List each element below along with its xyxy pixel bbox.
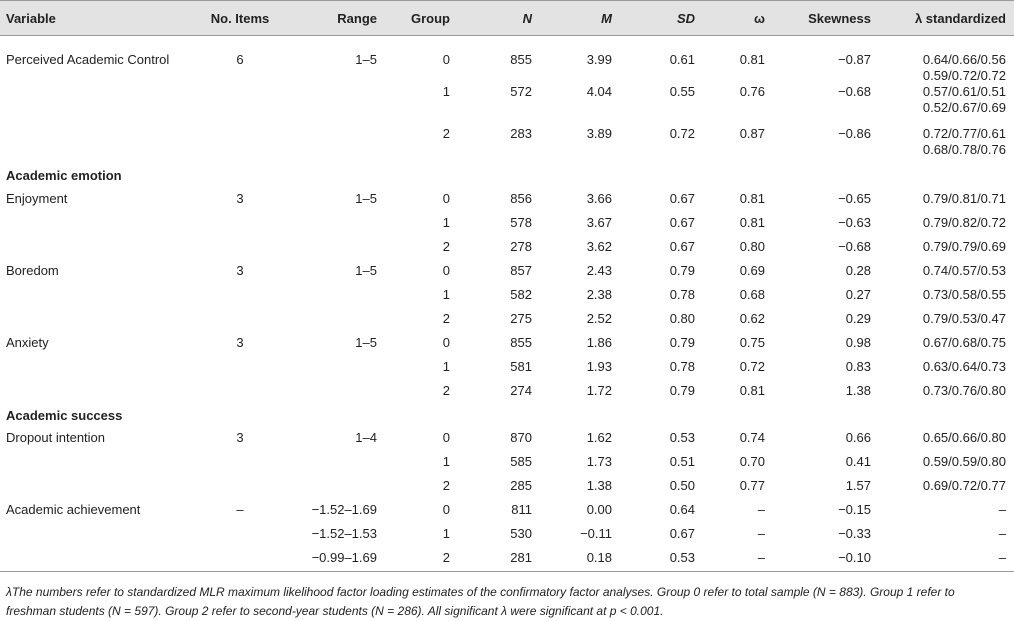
col-header-n: N <box>458 1 540 36</box>
cell-m: 3.89 <box>586 126 612 141</box>
cell-n: 855 <box>510 52 532 67</box>
table-row <box>0 380 1014 404</box>
cell-m: 1.73 <box>586 454 612 469</box>
lambda-line-2: 0.52/0.67/0.69 <box>922 100 1006 115</box>
cell-variable <box>0 126 195 164</box>
cell-lambda: 0.79/0.53/0.47 <box>922 311 1006 326</box>
cell-omega: – <box>757 502 765 517</box>
cell-omega: 0.62 <box>739 311 765 326</box>
col-header-variable: Variable <box>0 1 195 36</box>
table-footnote: λThe numbers refer to standardized MLR maximum likelihood factor loading estimates of the confirmatory factor analyses. Group 0 refer to total sample (N = 883). Group 1 refer to freshman students (N = 597). Group 2 refer to second-year students (N = 286). All significant λ were significant at p < 0.001. <box>6 585 955 618</box>
cell-no-items <box>195 308 285 332</box>
lambda-line-1: 0.64/0.66/0.56 <box>922 52 1006 67</box>
cell-no-items <box>195 475 285 499</box>
cell-skewness: −0.86 <box>838 126 871 141</box>
cell-no-items: – <box>236 502 244 517</box>
cell-m: 1.72 <box>586 383 612 398</box>
cell-variable <box>0 356 195 380</box>
cell-group: 0 <box>442 52 450 67</box>
cell-range: 1–5 <box>355 263 377 278</box>
cell-n: 582 <box>510 287 532 302</box>
cell-lambda: – <box>998 502 1006 517</box>
cell-sd: 0.67 <box>669 191 695 206</box>
cell-skewness: 0.66 <box>845 430 871 445</box>
cell-skewness: −0.10 <box>773 547 879 571</box>
cell-range <box>285 451 385 475</box>
cell-no-items: 3 <box>236 335 244 350</box>
cell-group: 1 <box>442 454 450 469</box>
cell-sd: 0.78 <box>669 287 695 302</box>
cell-skewness: 0.27 <box>845 287 871 302</box>
table-row <box>0 36 1014 85</box>
cell-group: 1 <box>442 215 450 230</box>
cell-m: 3.99 <box>586 52 612 67</box>
col-header-group: Group <box>385 1 458 36</box>
cell-sd: 0.51 <box>669 454 695 469</box>
cell-variable <box>0 236 195 260</box>
cell-no-items <box>195 212 285 236</box>
cell-variable <box>0 523 195 547</box>
col-header-skewness: Skewness <box>773 1 879 36</box>
col-header-lambda: λ standardized <box>879 1 1014 36</box>
header-row <box>0 1 1014 36</box>
cell-skewness: −0.87 <box>838 52 871 67</box>
cell-range: −1.52–1.53 <box>311 526 377 541</box>
table-row <box>0 499 1014 523</box>
cell-sd: 0.67 <box>669 526 695 541</box>
cell-skewness: −0.68 <box>838 239 871 254</box>
cell-sd: 0.78 <box>669 359 695 374</box>
cell-variable <box>0 308 195 332</box>
cell-sd: 0.79 <box>669 383 695 398</box>
section-title: Academic emotion <box>6 168 122 183</box>
cell-sd: 0.72 <box>669 126 695 141</box>
cell-variable <box>0 547 195 571</box>
cell-skewness: 0.28 <box>845 263 871 278</box>
cell-m: 1.38 <box>586 478 612 493</box>
cell-omega: 0.81 <box>739 52 765 67</box>
cell-n: 585 <box>510 454 532 469</box>
cell-skewness: 0.98 <box>845 335 871 350</box>
cell-m: 3.67 <box>586 215 612 230</box>
table-row <box>0 547 1014 571</box>
cell-variable <box>0 380 195 404</box>
cell-n: 811 <box>511 502 532 517</box>
cell-lambda: – <box>998 526 1006 541</box>
cell-variable: Boredom <box>6 263 59 278</box>
cell-no-items <box>195 236 285 260</box>
cell-range <box>285 84 385 126</box>
cell-skewness: 1.38 <box>845 383 871 398</box>
cell-omega: 0.72 <box>739 359 765 374</box>
cell-range <box>285 236 385 260</box>
cell-range <box>285 284 385 308</box>
cell-omega: 0.74 <box>739 430 765 445</box>
cell-lambda: 0.79/0.81/0.71 <box>922 191 1006 206</box>
cell-group: 0 <box>442 191 450 206</box>
cell-no-items <box>195 523 285 547</box>
section-row <box>0 164 1014 188</box>
cell-variable: Perceived Academic Control <box>6 52 170 67</box>
cell-lambda: 0.65/0.66/0.80 <box>922 430 1006 445</box>
cell-omega: – <box>703 547 773 571</box>
cell-lambda <box>879 126 1014 164</box>
cell-sd: 0.64 <box>669 502 695 517</box>
cell-no-items: 3 <box>236 263 244 278</box>
cell-m: 0.00 <box>586 502 612 517</box>
section-title: Academic success <box>6 408 123 423</box>
cell-range <box>285 380 385 404</box>
cell-variable <box>0 284 195 308</box>
cell-lambda: 0.79/0.82/0.72 <box>922 215 1006 230</box>
lambda-line-2: 0.59/0.72/0.72 <box>922 68 1006 83</box>
cell-variable: Academic achievement <box>6 502 141 517</box>
cell-group: 1 <box>442 84 450 99</box>
cell-no-items: 3 <box>236 191 244 206</box>
cell-no-items <box>195 547 285 571</box>
cell-n: 870 <box>510 430 532 445</box>
col-header-range: Range <box>285 1 385 36</box>
cell-no-items <box>195 126 285 164</box>
cell-lambda: 0.67/0.68/0.75 <box>922 335 1006 350</box>
cell-skewness: 0.41 <box>845 454 871 469</box>
cell-lambda: 0.59/0.59/0.80 <box>922 454 1006 469</box>
cell-sd: 0.79 <box>669 263 695 278</box>
cell-range: −1.52–1.69 <box>311 502 377 517</box>
table-row <box>0 260 1014 284</box>
cell-group: 0 <box>442 502 450 517</box>
cell-variable <box>0 212 195 236</box>
cell-variable <box>0 475 195 499</box>
cell-group: 0 <box>442 335 450 350</box>
cell-omega: 0.80 <box>739 239 765 254</box>
cell-lambda <box>879 36 1014 85</box>
cell-variable: Enjoyment <box>6 191 68 206</box>
cell-skewness: 0.29 <box>845 311 871 326</box>
col-header-m: M <box>540 1 620 36</box>
cell-group: 0 <box>442 263 450 278</box>
cell-range: 1–5 <box>355 335 377 350</box>
table-row <box>0 308 1014 332</box>
cell-skewness: −0.15 <box>838 502 871 517</box>
cell-n: 275 <box>510 311 532 326</box>
cell-variable <box>0 84 195 126</box>
cell-omega: 0.70 <box>739 454 765 469</box>
table-row <box>0 475 1014 499</box>
cell-m: −0.11 <box>580 526 612 541</box>
cell-no-items: 3 <box>236 430 244 445</box>
cell-range: 1–4 <box>355 430 377 445</box>
cell-m: 3.66 <box>586 191 612 206</box>
cell-m: 3.62 <box>586 239 612 254</box>
cell-no-items <box>195 84 285 126</box>
cell-range <box>285 308 385 332</box>
cell-omega: 0.81 <box>739 215 765 230</box>
cell-no-items <box>195 380 285 404</box>
cell-skewness: 1.57 <box>845 478 871 493</box>
table-row <box>0 84 1014 126</box>
cell-m: 1.86 <box>586 335 612 350</box>
table-row <box>0 212 1014 236</box>
cell-m: 2.52 <box>586 311 612 326</box>
cell-sd: 0.67 <box>669 239 695 254</box>
cell-sd: 0.55 <box>669 84 695 99</box>
cell-omega: 0.68 <box>739 287 765 302</box>
lambda-line-1: 0.72/0.77/0.61 <box>922 126 1006 141</box>
cell-n: 530 <box>510 526 532 541</box>
table-row <box>0 451 1014 475</box>
cell-omega: 0.76 <box>739 84 765 99</box>
cell-lambda: 0.73/0.76/0.80 <box>922 383 1006 398</box>
cell-omega: – <box>757 526 765 541</box>
cell-no-items <box>195 356 285 380</box>
col-header-no-items: No. Items <box>195 1 285 36</box>
cell-m: 2.38 <box>586 287 612 302</box>
cell-range <box>285 475 385 499</box>
cell-m: 1.62 <box>586 430 612 445</box>
cell-group: 0 <box>442 430 450 445</box>
cell-n: 856 <box>510 191 532 206</box>
col-header-omega: ω <box>703 1 773 36</box>
cell-sd: 0.53 <box>669 430 695 445</box>
cell-n: 572 <box>510 84 532 99</box>
cell-variable: Dropout intention <box>6 430 106 445</box>
cell-no-items: 6 <box>236 52 244 67</box>
cell-n: 283 <box>510 126 532 141</box>
cell-omega: 0.75 <box>739 335 765 350</box>
section-row <box>0 404 1014 427</box>
cell-group: 2 <box>442 383 450 398</box>
col-header-sd: SD <box>620 1 703 36</box>
cell-sd: 0.67 <box>669 215 695 230</box>
cell-m: 2.43 <box>586 263 612 278</box>
cell-skewness: −0.63 <box>838 215 871 230</box>
cell-sd: 0.50 <box>669 478 695 493</box>
table-row <box>0 427 1014 451</box>
cell-range <box>285 126 385 164</box>
cell-variable <box>0 451 195 475</box>
cell-m: 4.04 <box>586 84 612 99</box>
cell-no-items <box>195 284 285 308</box>
cell-omega: 0.69 <box>739 263 765 278</box>
cell-lambda: 0.74/0.57/0.53 <box>922 263 1006 278</box>
cell-n: 581 <box>510 359 532 374</box>
cell-n: 274 <box>510 383 532 398</box>
cell-skewness: −0.68 <box>838 84 871 99</box>
cell-m: 0.18 <box>540 547 620 571</box>
cell-sd: 0.53 <box>620 547 703 571</box>
cell-lambda <box>879 84 1014 126</box>
cell-omega: 0.77 <box>739 478 765 493</box>
cell-lambda: 0.73/0.58/0.55 <box>922 287 1006 302</box>
cell-sd: 0.79 <box>669 335 695 350</box>
cell-n: 285 <box>510 478 532 493</box>
cell-no-items <box>195 451 285 475</box>
cell-group: 1 <box>442 359 450 374</box>
cell-omega: 0.81 <box>739 383 765 398</box>
cell-lambda: 0.63/0.64/0.73 <box>922 359 1006 374</box>
lambda-line-2: 0.68/0.78/0.76 <box>922 142 1006 157</box>
cell-group: 2 <box>442 126 450 141</box>
cell-n: 857 <box>510 263 532 278</box>
table-row <box>0 356 1014 380</box>
cell-group: 2 <box>385 547 458 571</box>
cell-group: 2 <box>442 478 450 493</box>
cell-sd: 0.61 <box>669 52 695 67</box>
table-row <box>0 523 1014 547</box>
cell-group: 2 <box>442 239 450 254</box>
cell-n: 278 <box>510 239 532 254</box>
cell-n: 281 <box>458 547 540 571</box>
cell-omega: 0.87 <box>739 126 765 141</box>
cell-skewness: 0.83 <box>845 359 871 374</box>
cell-group: 2 <box>442 311 450 326</box>
cell-lambda: 0.79/0.79/0.69 <box>922 239 1006 254</box>
cell-skewness: −0.65 <box>838 191 871 206</box>
table-row <box>0 284 1014 308</box>
cell-variable: Anxiety <box>6 335 49 350</box>
cell-n: 855 <box>510 335 532 350</box>
cell-m: 1.93 <box>586 359 612 374</box>
cell-group: 1 <box>442 287 450 302</box>
cell-n: 578 <box>510 215 532 230</box>
cell-lambda: – <box>879 547 1014 571</box>
cell-sd: 0.80 <box>669 311 695 326</box>
table-row <box>0 236 1014 260</box>
table-row <box>0 332 1014 356</box>
cell-range: 1–5 <box>355 191 377 206</box>
lambda-line-1: 0.57/0.61/0.51 <box>922 84 1006 99</box>
cell-range <box>285 212 385 236</box>
table-row <box>0 188 1014 212</box>
cell-range <box>285 356 385 380</box>
table-row <box>0 126 1014 164</box>
cell-omega: 0.81 <box>739 191 765 206</box>
cell-range: −0.99–1.69 <box>285 547 385 571</box>
cell-skewness: −0.33 <box>838 526 871 541</box>
cell-range: 1–5 <box>355 52 377 67</box>
cell-group: 1 <box>442 526 450 541</box>
cell-lambda: 0.69/0.72/0.77 <box>922 478 1006 493</box>
